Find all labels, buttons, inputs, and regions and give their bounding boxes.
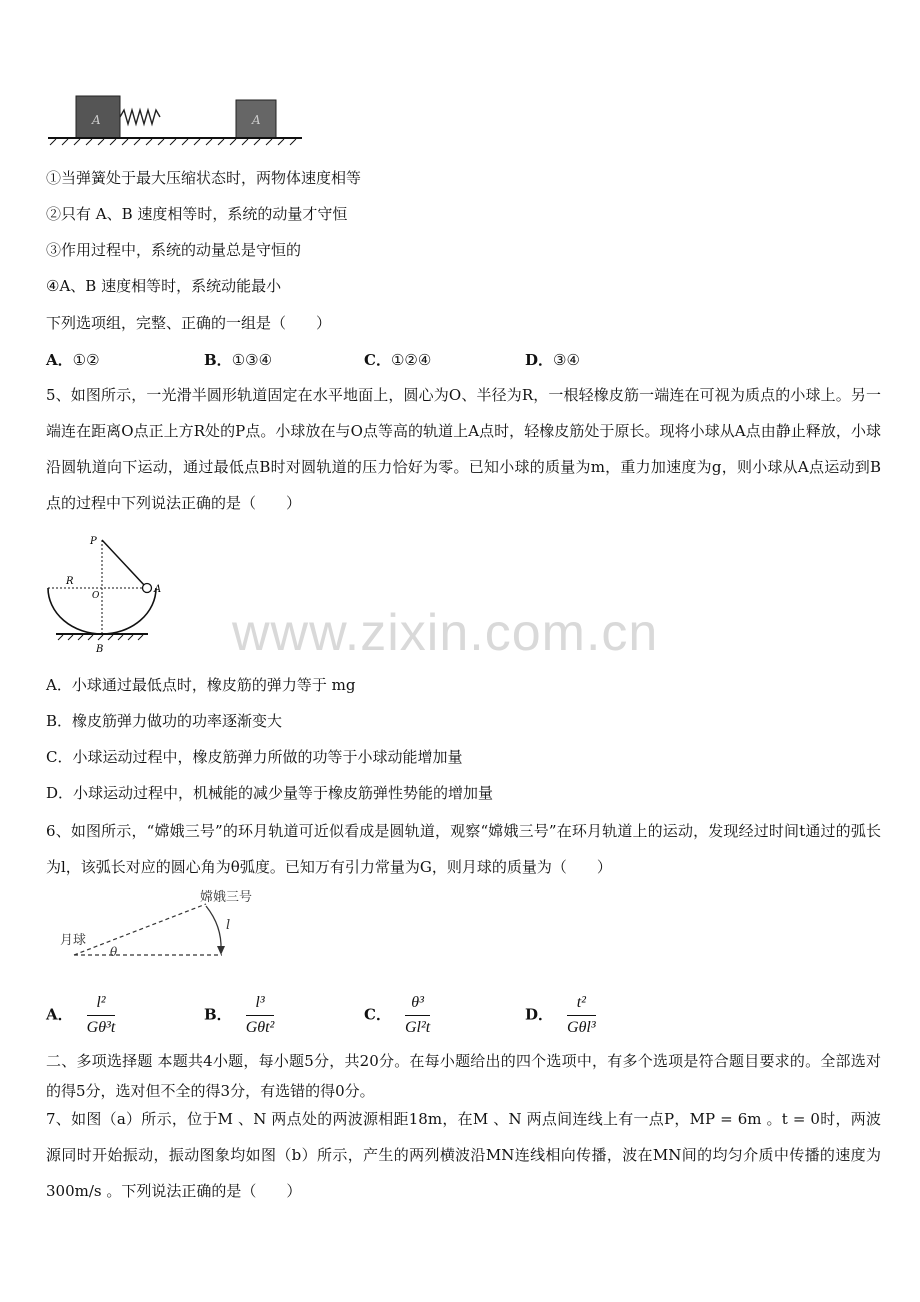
q5-option-d: D．小球运动过程中，机械能的减少量等于橡皮筋弹性势能的增加量 (46, 784, 494, 802)
block-left-label: A (92, 113, 101, 127)
section-2-heading: 二、多项选择题 本题共4小题，每小题5分，共20分。在每小题给出的四个选项中，有多个选项是符合题目要求的。全部选对的得5分，选对但不全的得3分，有选错的得0分。 (46, 1052, 881, 1100)
label-b: B (96, 644, 104, 655)
question-7-text: 7、如图（a）所示，位于M 、N 两点处的两波源相距18m，在M 、N 两点间连线上有一点P，MP = 6m 。t = 0时，两波源同时开始振动，振动图象均如图（b）所示，产生的两列横波沿MN连线相向传播，波在MN间的均匀介质中传播的速度为300m/s 。下列说法正确的是（ ） (46, 1110, 881, 1200)
q4-prompt: 下列选项组，完整、正确的一组是（ ） (46, 314, 332, 332)
label-p: P (90, 536, 97, 547)
orbit-arc (206, 906, 221, 950)
ground-hatch (50, 139, 296, 145)
arc-arrow (217, 946, 225, 955)
label-angle: θ (110, 945, 118, 959)
q5-track-figure (40, 532, 180, 656)
question-5-text: 5、如图所示，一光滑半圆形轨道固定在水平地面上，圆心为O、半径为R，一根轻橡皮筋一端连在可视为质点的小球上。另一端连在距离O点正上方R处的P点。小球放在与O点等高的轨道上A点时，轻橡皮筋处于原长。现将小球从A点由静止释放，小球沿圆轨道向下运动，通过最低点B时对圆轨道的压力恰好为零。已知小球的质量为m，重力加速度为g，则小球从A点运动到B点的过程中下列说法正确的是（ ） (46, 386, 881, 512)
spring-blocks-figure (44, 92, 306, 150)
rubber-band (102, 540, 145, 586)
radius-dashed (74, 904, 206, 955)
label-probe: 嫦娥三号 (200, 890, 253, 905)
q4-option-b: B．①③④ (204, 351, 273, 369)
q5-option-a: A．小球通过最低点时，橡皮筋的弹力等于 mg (46, 676, 356, 694)
q5-ground-hatch (58, 635, 143, 640)
statement-4: ④A、B 速度相等时，系统动能最小 (46, 277, 282, 295)
statement-2: ②只有 A、B 速度相等时，系统的动量才守恒 (46, 205, 348, 223)
q6-option-b: B． $\frac{\text{l³}}{\text{Gθt²}}$ (204, 994, 275, 1036)
statement-1: ①当弹簧处于最大压缩状态时，两物体速度相等 (46, 169, 362, 187)
q4-option-a: A．①② (46, 351, 100, 369)
q4-option-d: D．③④ (525, 351, 580, 369)
q6-orbit-figure (56, 884, 266, 964)
block-right-label: A (252, 113, 261, 127)
question-6-text: 6、如图所示，“嫦娥三号”的环月轨道可近似看成是圆轨道，观察“嫦娥三号”在环月轨道上的运动，发现经过时间t通过的弧长为l，该弧长对应的圆心角为θ弧度。已知万有引力常量为G，则月球的质量为（ ） (46, 822, 881, 876)
q6-option-c: C． $\frac{\text{θ³}}{\text{Gl²t}}$ (364, 994, 431, 1036)
q5-option-b: B．橡皮筋弹力做功的功率逐渐变大 (46, 712, 283, 730)
label-r: R (66, 576, 74, 587)
q6-option-d: D． $\frac{\text{t²}}{\text{Gθl³}}$ (525, 994, 596, 1036)
q5-option-c: C．小球运动过程中，橡皮筋弹力所做的功等于小球动能增加量 (46, 748, 463, 766)
watermark: www.zixin.com.cn (232, 604, 659, 662)
label-o: O (92, 591, 100, 601)
q6-option-a: A． $\frac{\text{l²}}{\text{Gθ³t}}$ (46, 994, 116, 1036)
label-a: A (154, 584, 162, 595)
q4-option-c: C．①②④ (364, 351, 432, 369)
statement-3: ③作用过程中，系统的动量总是守恒的 (46, 241, 302, 259)
spring (120, 110, 160, 124)
label-moon: 月球 (60, 933, 87, 948)
label-arc: l (226, 918, 231, 933)
semicircle-track (48, 588, 156, 634)
ball (143, 584, 152, 593)
